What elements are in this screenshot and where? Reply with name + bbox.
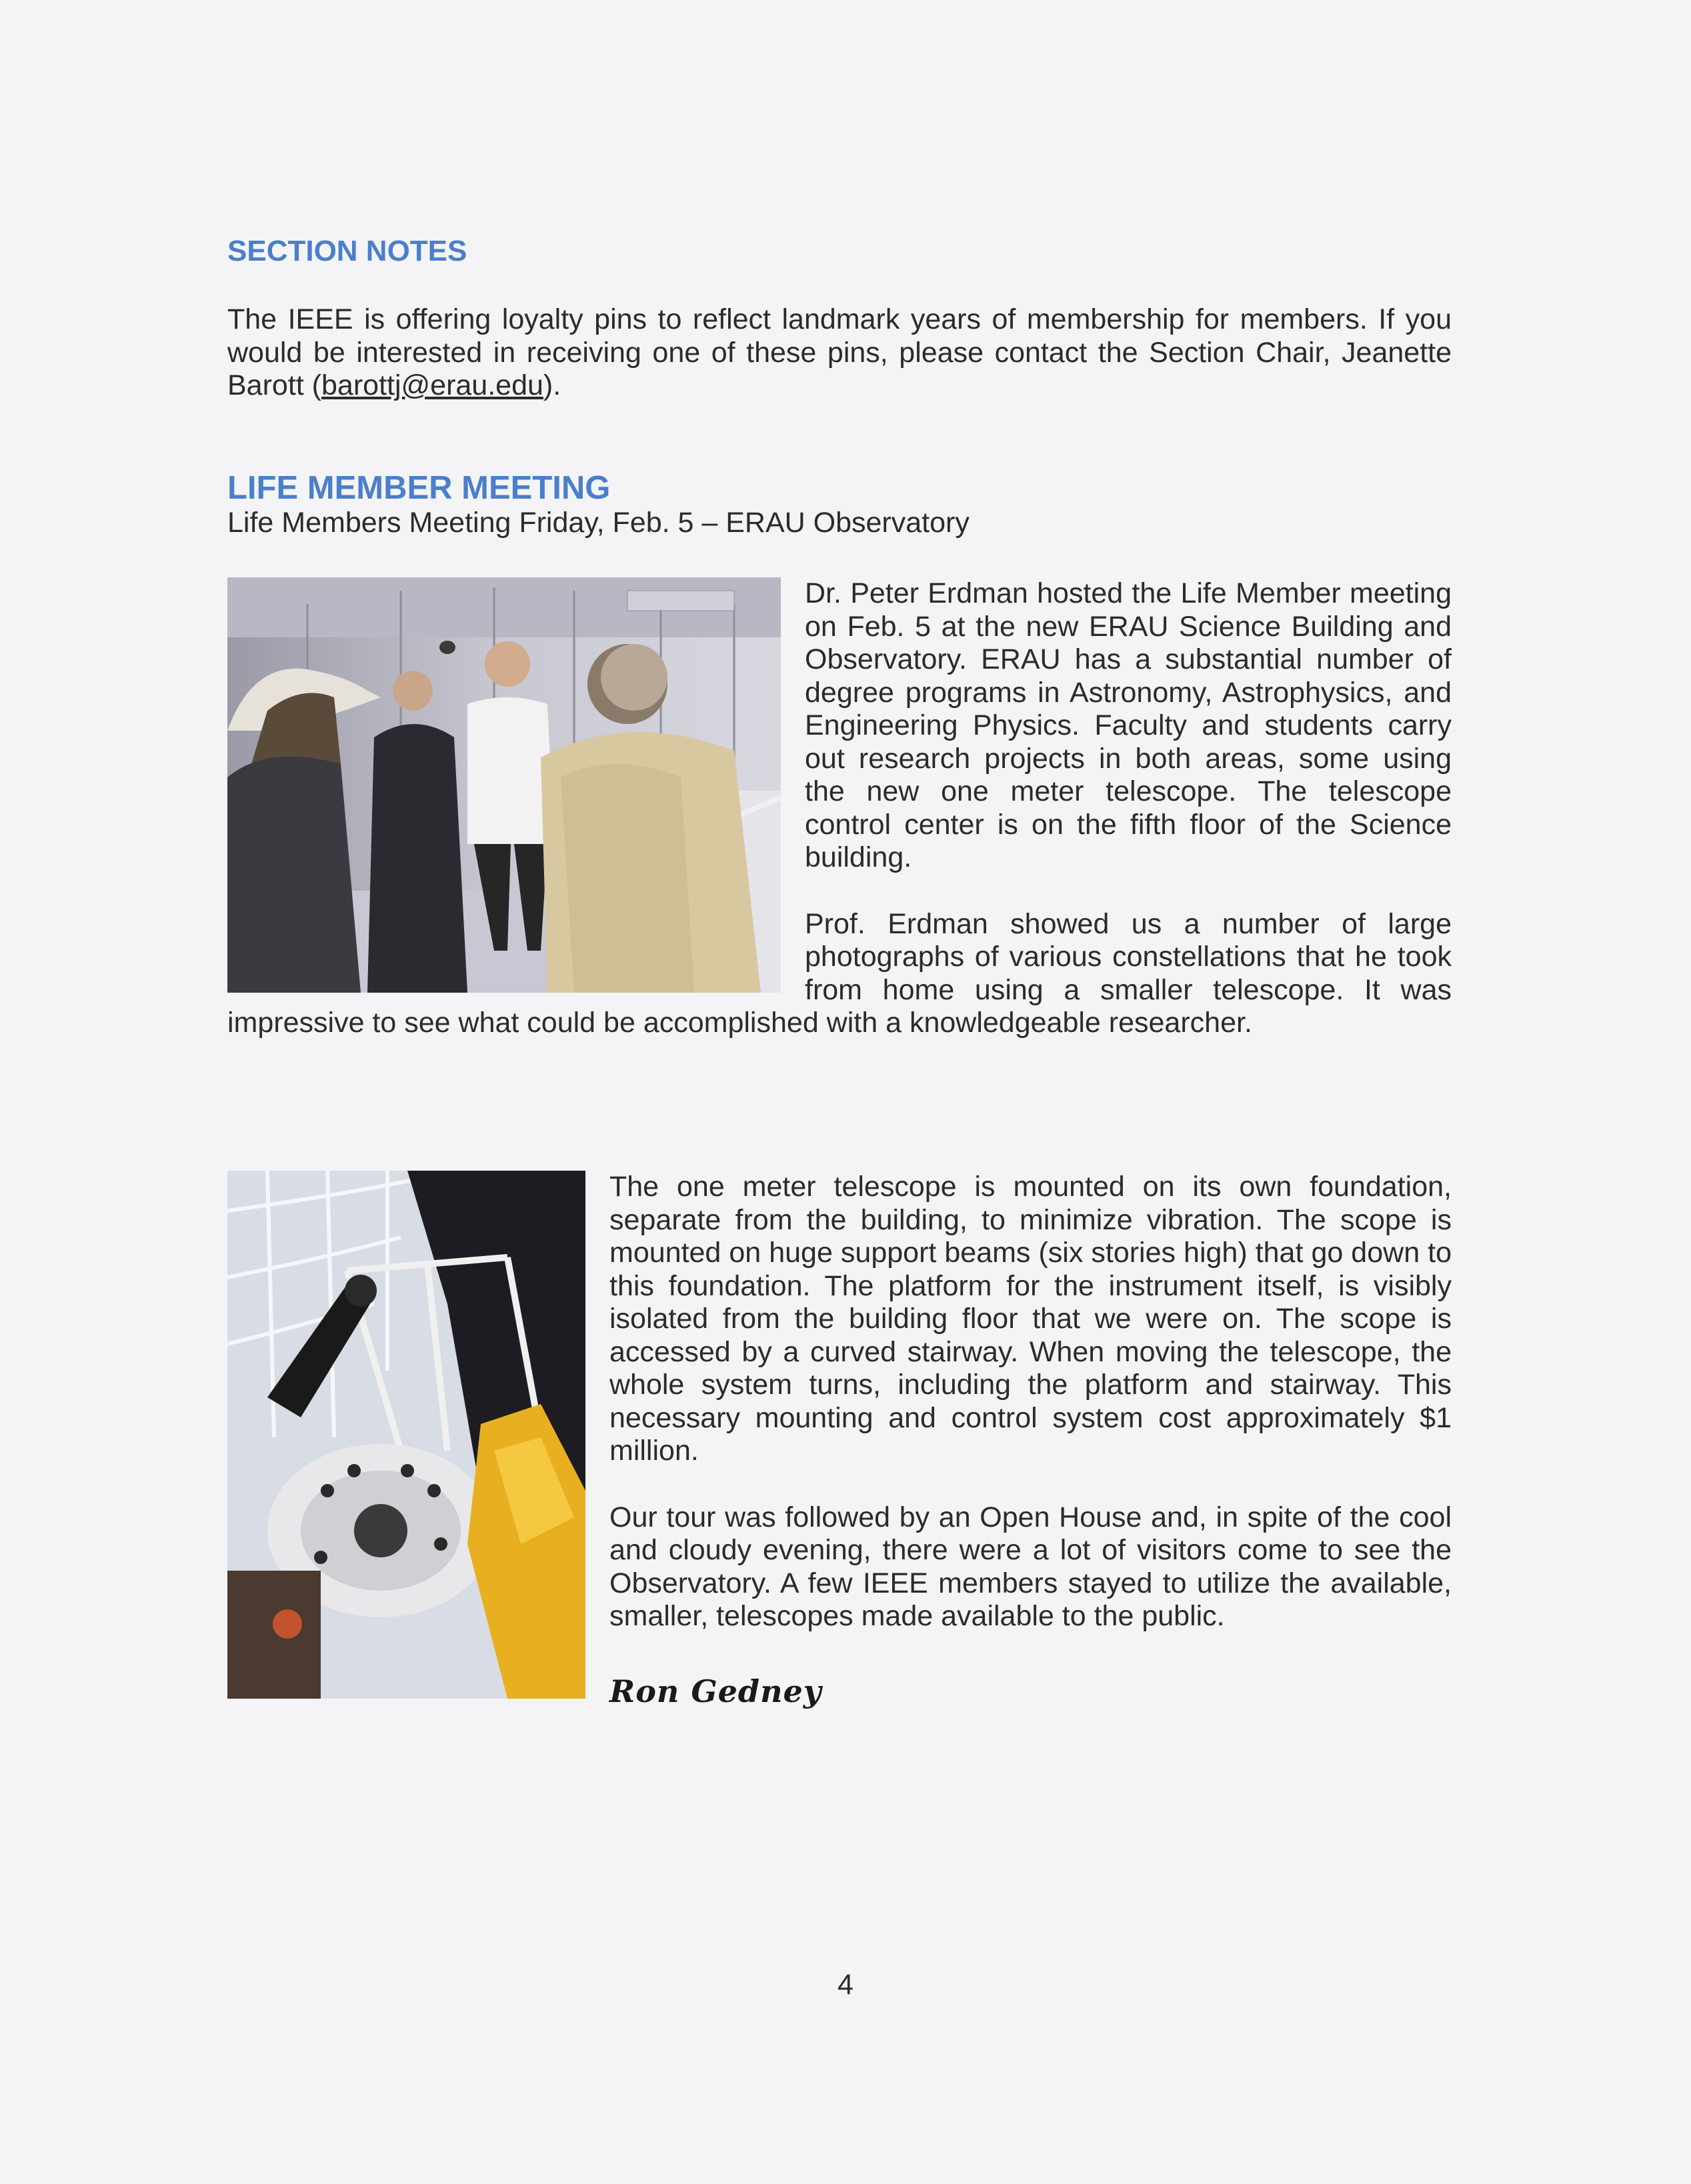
telescope-article-block bbox=[227, 1171, 1452, 1709]
email-link[interactable]: barottj@erau.edu bbox=[321, 369, 543, 401]
loyalty-pins-text-end: ). bbox=[543, 369, 561, 401]
meeting-group-photo bbox=[227, 577, 781, 993]
loyalty-pins-text: The IEEE is offering loyalty pins to reflect landmark years of membership for members. If you would be interested in receiving one of these pins, please contact the Section Chair, Jeanette Barott ( bbox=[227, 303, 1452, 401]
meeting-paragraph-2: Prof. Erdman showed us a number of large photographs of various constellations that he took from home using a smaller telescope. It was impressive to see what could be accomplished with a knowledgeable researcher. bbox=[227, 907, 1452, 1039]
telescope-paragraph-2: Our tour was followed by an Open House and, in spite of the cool and cloudy evening, there were a lot of visitors come to see the Observatory. A few IEEE members stayed to utilize the available, smaller, telescopes made available to the public. bbox=[609, 1501, 1452, 1632]
loyalty-pins-paragraph bbox=[227, 303, 1452, 403]
telescope-paragraph-1: The one meter telescope is mounted on its own foundation, separate from the building, to minimize vibration. The scope is mounted on huge support beams (six stories high) that go down to this foundation. The platform for the instrument itself, is visibly isolated from the building floor that we were on. The scope is accessed by a curved stairway. When moving the telescope, the whole system turns, including the platform and stairway. This necessary mounting and control system cost approximately $1 million. bbox=[609, 1171, 1452, 1467]
telescope-photo bbox=[227, 1171, 585, 1699]
meeting-article-block bbox=[227, 577, 1452, 1040]
meeting-subheading: Life Members Meeting Friday, Feb. 5 – ERAU Observatory bbox=[227, 507, 970, 539]
section-notes-heading: SECTION NOTES bbox=[227, 235, 467, 267]
life-member-heading: LIFE MEMBER MEETING bbox=[227, 470, 611, 506]
page-number: 4 bbox=[837, 1969, 854, 2001]
author-signature: Ron Gedney bbox=[609, 1673, 822, 1709]
meeting-paragraph-1: Dr. Peter Erdman hosted the Life Member meeting on Feb. 5 at the new ERAU Science Building and Observatory. ERAU has a substantial number of degree programs in Astronomy, Astrophysics, and Engineering Physics. Faculty and students carry out research projects in both areas, some using the new one meter telescope. The telescope control center is on the fifth floor of the Science building. bbox=[805, 577, 1452, 873]
